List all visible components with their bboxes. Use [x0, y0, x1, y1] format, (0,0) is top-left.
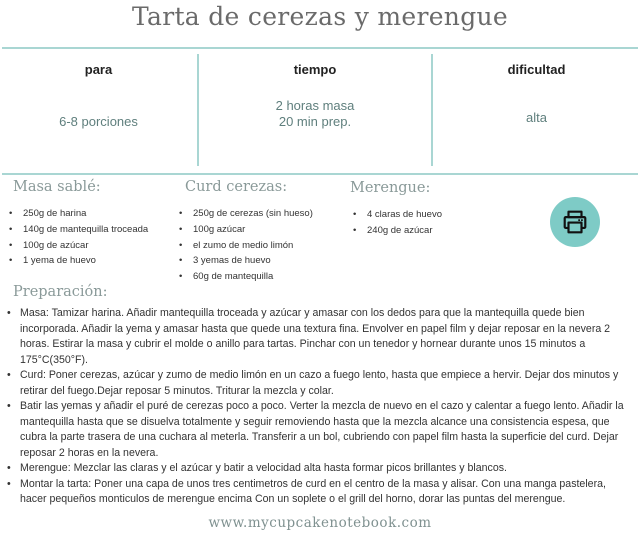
masa-ingredients	[8, 206, 148, 269]
recipe-title: Tarta de cerezas y merengue	[131, 2, 509, 31]
time-value-prep: 20 min prep.	[278, 114, 352, 129]
ingredient-item: • 100g de azúcar	[8, 238, 148, 254]
print-button[interactable]	[550, 197, 600, 247]
preparation-step: • Montar la tarta: Poner una capa de unos tres centimetros de curd en el centro de la masa y alisar. Con una manga pastelera, hacer pequeños monticulos de merengue encima Con un soplete o el grill del horno, dorar las puntas del merengue.	[6, 477, 634, 508]
preparation-heading: Preparación:	[13, 284, 108, 300]
curd-heading: Curd cerezas:	[185, 179, 288, 195]
info-time	[199, 54, 431, 174]
difficulty-value: alta	[526, 110, 547, 125]
ingredient-item: • 3 yemas de huevo	[178, 253, 313, 269]
ingredient-item: • 100g azúcar	[178, 222, 313, 238]
ingredient-item: • 250g de harina	[8, 206, 148, 222]
preparation-step: • Merengue: Mezclar las claras y el azúcar y batir a velocidad alta hasta formar picos brillantes y blancos.	[6, 461, 634, 477]
merengue-ingredients	[352, 207, 442, 239]
masa-heading: Masa sablé:	[13, 179, 101, 195]
website-link[interactable]: www.mycupcakenotebook.com	[208, 515, 432, 531]
ingredient-item: • 1 yema de huevo	[8, 253, 148, 269]
merengue-heading: Merengue:	[350, 180, 431, 196]
ingredient-item: • 4 claras de huevo	[352, 207, 442, 223]
info-servings	[0, 54, 197, 174]
divider-top	[2, 47, 638, 49]
ingredient-item: • 60g de mantequilla	[178, 269, 313, 285]
preparation-step: • Curd: Poner cerezas, azúcar y zumo de medio limón en un cazo a fuego lento, hasta que empiece a hervir. Dejar dos minutos y retirar del fuego.Dejar reposar 5 minutos. Triturar la mezcla y colar.	[6, 368, 634, 399]
preparation-step: • Masa: Tamizar harina. Añadir mantequilla troceada y azúcar y amasar con los dedos para que la mantequilla quede bien incorporada. Añadir la yema y amasar hasta que quede una textura fina. Envolver en papel film y dejar reposar en la nevera 2 horas. Estirar la masa y cubrir el molde o anillo para tartas. Pinchar con un tenedor y hornear durante unos 15 minutos a 175°C(350°F).	[6, 306, 634, 368]
curd-ingredients	[178, 206, 313, 285]
time-label: tiempo	[293, 62, 337, 77]
ingredient-item: • 250g de cerezas (sin hueso)	[178, 206, 313, 222]
printer-icon	[562, 209, 588, 235]
time-value-dough: 2 horas masa	[275, 98, 355, 113]
ingredient-item: • 140g de mantequilla troceada	[8, 222, 148, 238]
preparation-steps	[6, 306, 634, 508]
servings-label: para	[84, 62, 113, 77]
info-difficulty	[433, 54, 640, 174]
preparation-step: • Batir las yemas y añadir el puré de cerezas poco a poco. Verter la mezcla de nuevo en el cazo y calentar a fuego lento. Añadir la mantequilla hasta que se disuelva totalmente y seguir removiendo hasta que la mezcla alcance una consistencia espesa, que cubra la parte trasera de una cuchara al meterla. Transferir a un bol, cubriendo con papel film hasta la superficie del curd. Dejar reposar 2 horas en la nevera.	[6, 399, 634, 461]
ingredient-item: • el zumo de medio limón	[178, 238, 313, 254]
difficulty-label: dificultad	[507, 62, 566, 77]
ingredient-item: • 240g de azúcar	[352, 223, 442, 239]
servings-value: 6-8 porciones	[59, 114, 138, 129]
